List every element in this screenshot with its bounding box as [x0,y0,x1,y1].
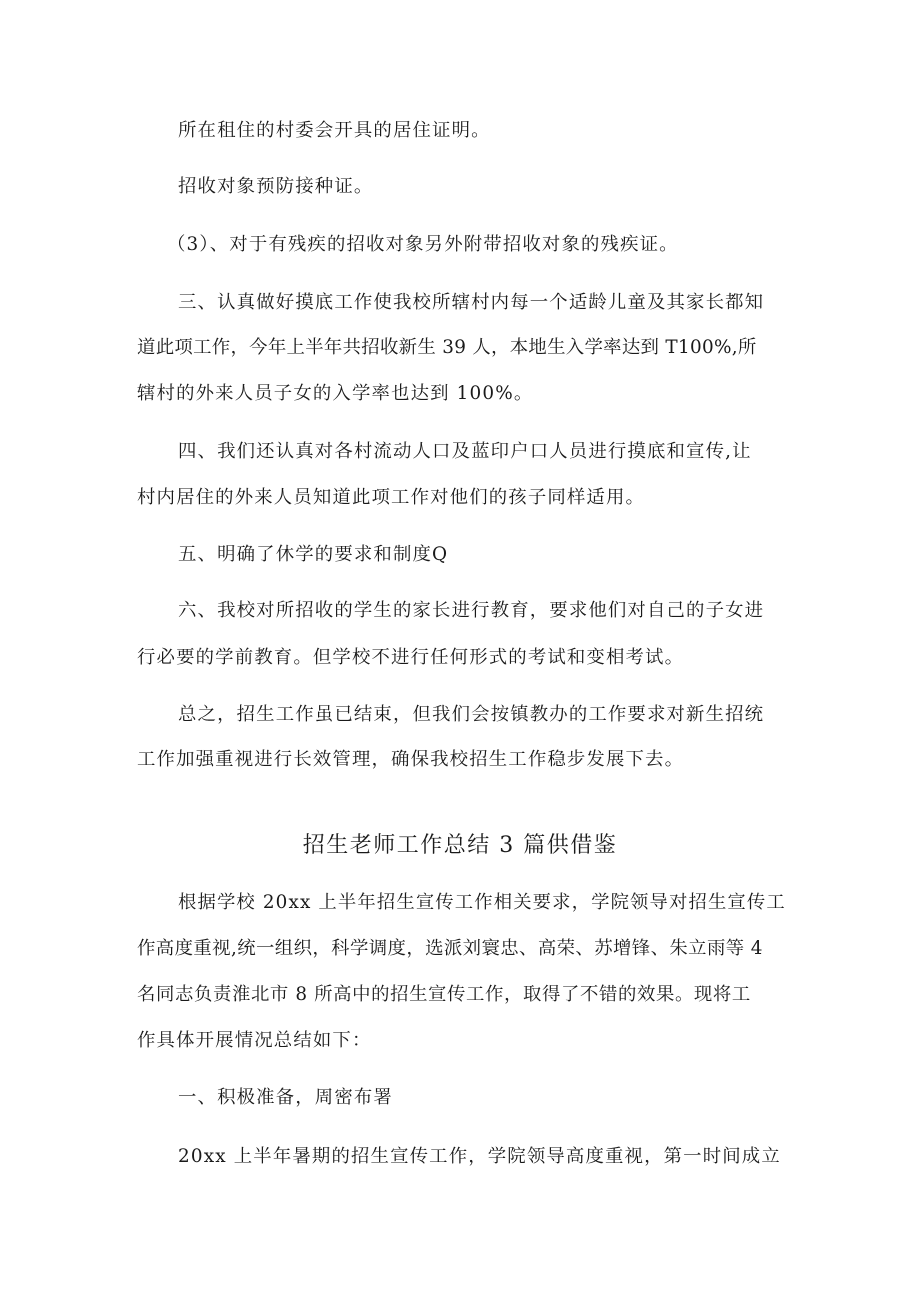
paragraph-intro-line-4: 作具体开展情况总结如下： [137,1030,372,1051]
paragraph-residence-certificate: 所在租住的村委会开具的居住证明。 [178,120,491,141]
paragraph-vaccination-certificate: 招收对象预防接种证。 [178,176,374,197]
paragraph-section-three-line-3: 辖村的外来人员子女的入学率也达到 100%。 [137,383,534,404]
paragraph-section-four-line-2: 村内居住的外来人员知道此项工作对他们的孩子同样适用。 [137,487,646,508]
paragraph-section-three-line-2: 道此项工作，今年上半年共招收新生 39 人，本地生入学率达到 T100%,所 [137,337,757,358]
paragraph-intro-line-3: 名同志负责淮北市 8 所高中的招生宣传工作，取得了不错的效果。现将工 [137,984,751,1005]
paragraph-section-five: 五、明确了休学的要求和制度Q [178,544,449,565]
paragraph-section-four-line-1: 四、我们还认真对各村流动人口及蓝印户口人员进行摸底和宣传,让 [178,441,752,462]
paragraph-summer-campaign-line-1: 20xx 上半年暑期的招生宣传工作，学院领导高度重视，第一时间成立 [178,1146,781,1167]
paragraph-intro-line-1: 根据学校 20xx 上半年招生宣传工作相关要求，学院领导对招生宣传工 [178,892,786,913]
paragraph-section-six-line-2: 行必要的学前教育。但学校不进行任何形式的考试和变相考试。 [137,647,685,668]
paragraph-intro-line-2: 作高度重视,统一组织，科学调度，选派刘寰忠、高荣、苏增锋、朱立雨等 4 [137,938,763,959]
paragraph-conclusion-line-1: 总之，招生工作虽已结束，但我们会按镇教办的工作要求对新生招统 [178,704,765,725]
section-title: 招生老师工作总结 3 篇供借鉴 [302,833,618,858]
paragraph-disability-certificate: （3）、对于有残疾的招收对象另外附带招收对象的残疾证。 [167,234,679,255]
paragraph-conclusion-line-2: 工作加强重视进行长效管理，确保我校招生工作稳步发展下去。 [137,749,685,770]
paragraph-section-three-line-1: 三、认真做好摸底工作使我校所辖村内每一个适龄儿童及其家长都知 [178,292,765,313]
paragraph-section-six-line-1: 六、我校对所招收的学生的家长进行教育，要求他们对自己的子女进 [178,600,765,621]
paragraph-heading-preparation: 一、积极准备，周密布署 [178,1087,393,1108]
